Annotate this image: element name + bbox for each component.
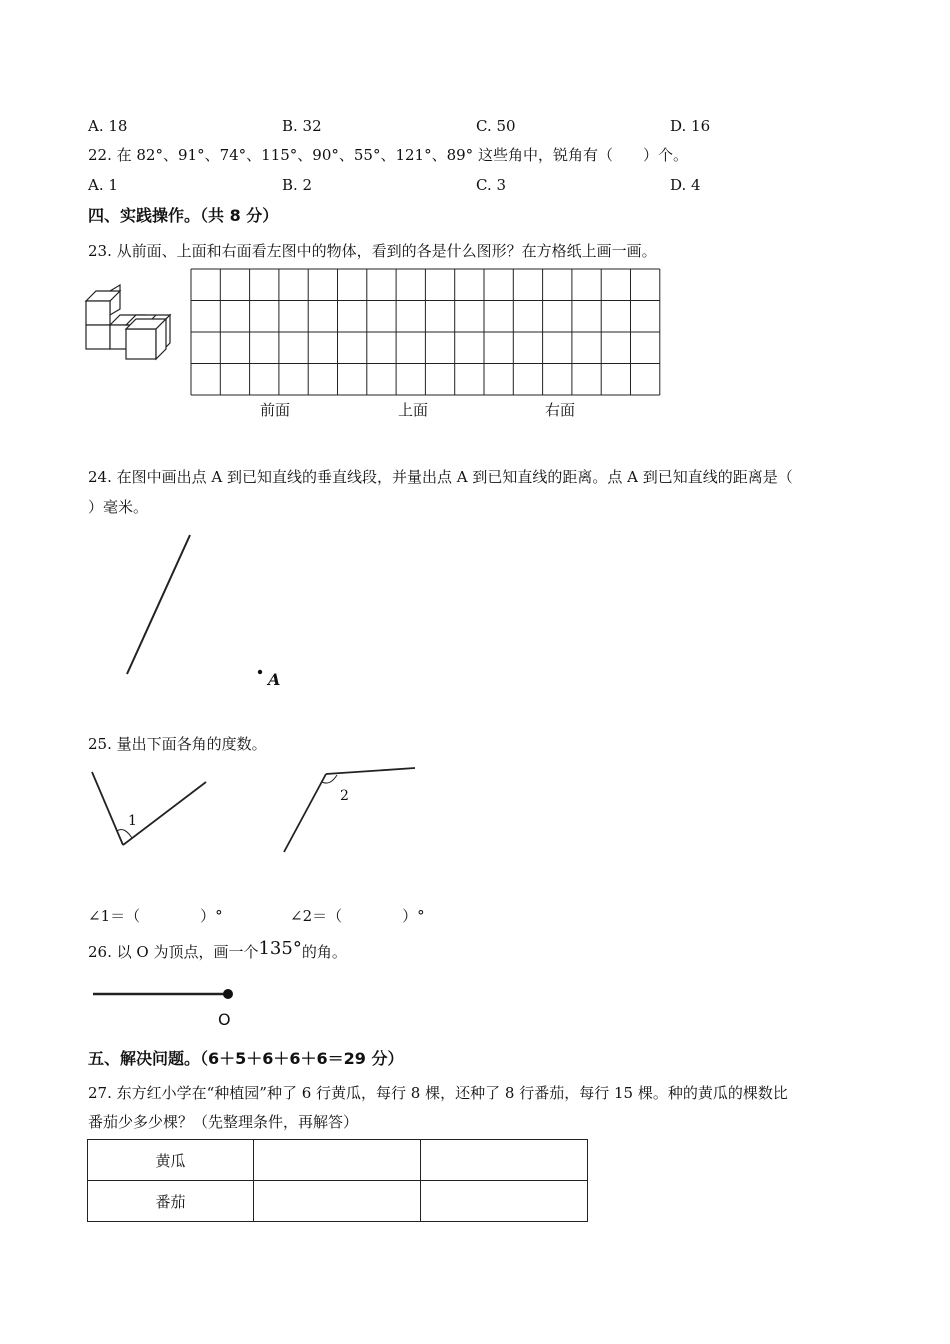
table-cell[interactable] [421,1140,588,1181]
q22-option-d: D. 4 [670,176,701,194]
q21-option-b: B. 32 [282,117,322,135]
angle1-label: 1 [128,813,137,829]
q26-text-prefix: 26. 以 O 为顶点，画一个 [88,943,259,961]
table-row [88,1140,588,1181]
table-cell[interactable] [421,1181,588,1222]
q22-option-a: A. 1 [88,176,118,194]
q24-question-line1: 24. 在图中画出点 A 到已知直线的垂直线段，并量出点 A 到已知直线的距离。点 A 到已知直线的距离是（ [88,468,793,486]
vertex-o-dot [223,989,233,999]
section-5-heading: 五、解决问题。（6＋5＋6＋6＋6＝29 分） [88,1049,404,1068]
q22-option-c: C. 3 [476,176,507,194]
grid-label-right: 右面 [545,401,576,419]
q21-option-a: A. 18 [88,117,128,135]
section-4-heading: 四、实践操作。（共 8 分） [88,206,279,225]
q25-question: 25. 量出下面各角的度数。 [88,735,267,753]
q21-option-d: D. 16 [670,117,711,135]
grid-label-top: 上面 [398,401,429,419]
row-label-cucumber: 黄瓜 [88,1140,254,1181]
q23-question: 23. 从前面、上面和右面看左图中的物体，看到的各是什么图形？在方格纸上画一画。 [88,242,657,260]
q22-option-b: B. 2 [282,176,313,194]
q27-condition-table [87,1139,588,1222]
angle2-answer-blank[interactable]: ∠2＝（ ）° [290,907,425,925]
grid-label-front: 前面 [260,401,291,419]
table-cell[interactable] [254,1140,421,1181]
q26-angle-value: 135° [258,938,302,959]
table-row [88,1181,588,1222]
q24-question-line2: ）毫米。 [88,498,149,516]
angle1-answer-blank[interactable]: ∠1＝（ ）° [88,907,223,925]
q26-text-suffix: 的角。 [301,943,347,961]
row-label-tomato: 番茄 [88,1181,254,1222]
point-a-label: A [268,670,281,689]
q22-question: 22. 在 82°、91°、74°、115°、90°、55°、121°、89° 这些角中，锐角有（ ）个。 [88,146,688,164]
vertex-o-label: O [218,1010,231,1029]
q27-question-line1: 27. 东方红小学在“种植园”种了 6 行黄瓜，每行 8 棵，还种了 8 行番茄，每行 15 棵。种的黄瓜的棵数比 [88,1084,788,1102]
angle2-label: 2 [340,788,349,804]
q21-option-c: C. 50 [476,117,516,135]
table-cell[interactable] [254,1181,421,1222]
q27-question-line2: 番茄少多少棵？（先整理条件，再解答） [88,1113,359,1131]
